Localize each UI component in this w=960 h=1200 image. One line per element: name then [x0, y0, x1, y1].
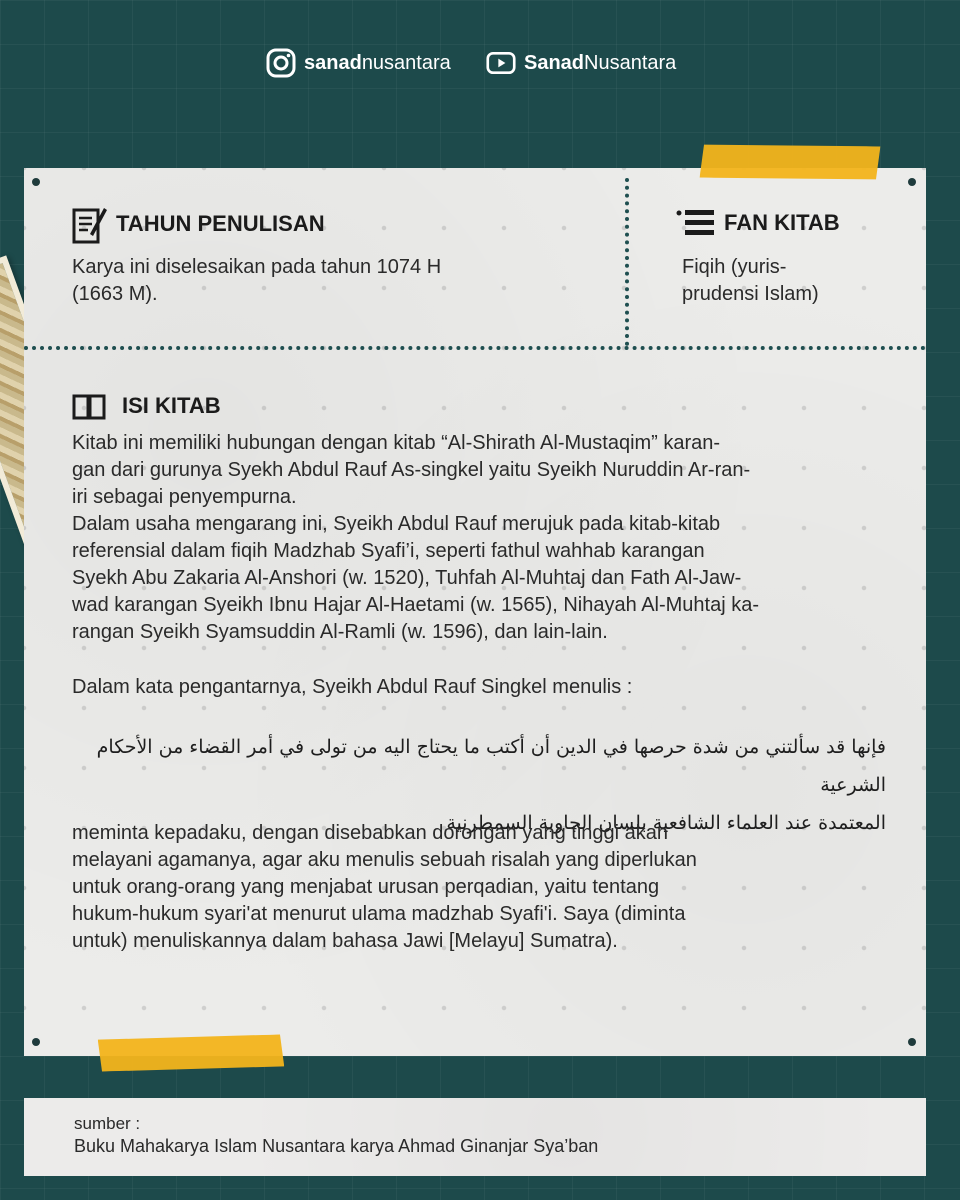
source-box [24, 1098, 926, 1176]
isi-kitab-paragraph-2 [72, 820, 902, 955]
text-line: Syekh Abu Zakaria Al-Anshori (w. 1520), Tuhfah Al-Muhtaj dan Fath Al-Jaw- [72, 567, 742, 589]
vertical-divider [625, 178, 629, 346]
text-line: prudensi Islam) [682, 283, 819, 305]
instagram-handle-regular: nusantara [361, 51, 451, 74]
text-line: wad karangan Syeikh Ibnu Hajar Al-Haetami (w. 1565), Nihayah Al-Muhtaj ka- [72, 594, 760, 616]
isi-kitab-heading [72, 392, 221, 420]
text-line: meminta kepadaku, dengan disebabkan dorongan yang tinggi akan [72, 822, 668, 844]
text-line: melayani agamanya, agar aku menulis sebuah risalah yang diperlukan [72, 849, 697, 871]
text-line: iri sebagai penyempurna. [72, 486, 297, 508]
youtube-channel-regular: Nusantara [584, 51, 677, 74]
instagram-icon [266, 48, 296, 78]
pin-dot [908, 1038, 916, 1046]
text-line: rangan Syeikh Syamsuddin Al-Ramli (w. 1596), dan lain-lain. [72, 621, 608, 643]
text-line: referensial dalam fiqih Madzhab Syafi’i, seperti fathul wahhab karangan [72, 540, 705, 562]
youtube-channel-bold: Sanad [524, 51, 585, 74]
social-header [0, 46, 960, 80]
horizontal-divider [24, 346, 926, 350]
pin-dot [32, 178, 40, 186]
writing-icon [72, 204, 108, 244]
source-label: sumber : [74, 1114, 141, 1133]
fan-kitab-heading [676, 208, 840, 238]
text-line: hukum-hukum syari'at menurut ulama madzhab Syafi'i. Saya (diminta [72, 903, 686, 925]
tahun-penulisan-body [72, 254, 441, 308]
text-line: gan dari gurunya Syekh Abdul Rauf As-singkel yaitu Syeikh Nuruddin Ar-ran- [72, 459, 751, 481]
text-line: Fiqih (yuris- [682, 256, 787, 278]
text-line: Karya ini diselesaikan pada tahun 1074 H [72, 256, 442, 278]
source-text: Buku Mahakarya Islam Nusantara karya Ahmad Ginanjar Sya’ban [74, 1136, 599, 1156]
text-line: Dalam usaha mengarang ini, Syeikh Abdul Rauf merujuk pada kitab-kitab [72, 513, 721, 535]
arabic-line: فإنها قد سألتني من شدة حرصها في الدين أن أكتب ما يحتاج اليه من تولى في أمر القضاء من الأحكام الشرعية [96, 736, 886, 796]
text-line: untuk) menuliskannya dalam bahasa Jawi [Melayu] Sumatra). [72, 930, 618, 952]
tape-strip [98, 1034, 285, 1071]
arabic-line: المعتمدة عند العلماء الشافعية بلسان الجاوية السمطرنية [446, 812, 886, 834]
instagram-handle[interactable] [266, 46, 451, 80]
info-card [24, 168, 926, 1056]
tahun-penulisan-title: TAHUN PENULISAN [116, 211, 325, 236]
fan-kitab-title: FAN KITAB [724, 210, 840, 235]
list-icon [676, 208, 716, 238]
text-line: (1663 M). [72, 283, 158, 305]
fan-kitab-body [682, 254, 819, 308]
tape-strip [700, 142, 881, 183]
isi-kitab-paragraph-1 [72, 430, 902, 646]
text-line: untuk orang-orang yang menjabat urusan perqadian, yaitu tentang [72, 876, 660, 898]
pin-dot [908, 178, 916, 186]
pin-dot [32, 1038, 40, 1046]
isi-kitab-title: ISI KITAB [122, 393, 221, 418]
youtube-channel[interactable] [486, 46, 676, 80]
text-line: Kitab ini memiliki hubungan dengan kitab “Al-Shirath Al-Mustaqim” karan- [72, 432, 721, 454]
isi-kitab-intro: Dalam kata pengantarnya, Syeikh Abdul Rauf Singkel menulis : [72, 676, 633, 698]
book-icon [72, 392, 106, 420]
instagram-handle-bold: sanad [304, 51, 362, 74]
tahun-penulisan-heading [72, 204, 325, 244]
youtube-icon [486, 48, 516, 78]
